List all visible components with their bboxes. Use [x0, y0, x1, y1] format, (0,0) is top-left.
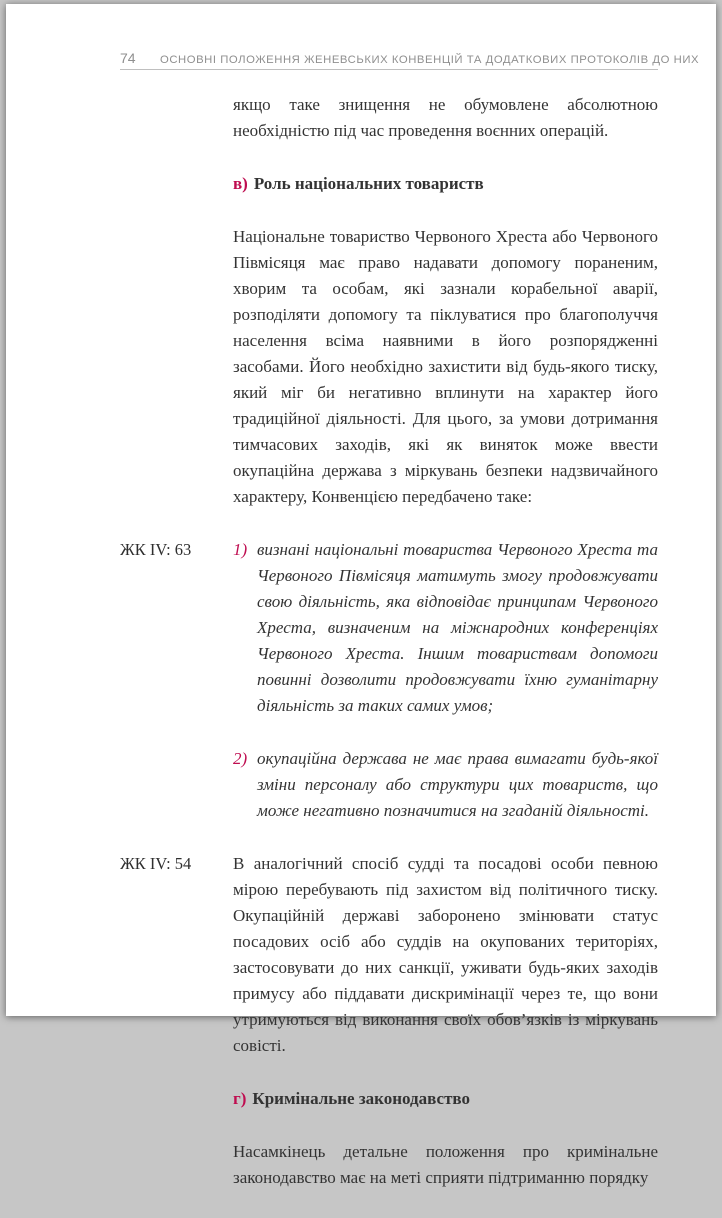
- section-heading-row: [120, 171, 658, 197]
- section-title: Кримінальне законодавство: [252, 1089, 470, 1108]
- running-header: ОСНОВНІ ПОЛОЖЕННЯ ЖЕНЕВСЬКИХ КОНВЕНЦІЙ ТА ДОДАТКОВИХ ПРОТОКОЛІВ ДО НИХ: [160, 54, 700, 66]
- referenced-row: [120, 537, 658, 719]
- list-item-text: окупаційна держава не має права вимагати будь-якої зміни персоналу або структури цих товариств, що може негативно позначитися на згаданій діяльності.: [257, 749, 658, 820]
- paragraph-national-societies: Національне товариство Червоного Хреста або Червоного Півмісяця має право надавати допомогу пораненим, хворим та особам, які зазнали корабельної аварії, розподіляти допомогу та піклуватися про благополуччя населення всіма наявними в його розпорядженні засобами. Його необхідно захистити від будь-якого тиску, який міг би негативно вплинути на характер його традиційної діяльності. Для цього, за умови дотримання тимчасових заходів, які як виняток може ввести окупаційна держава з міркувань безпеки надзвичайного характеру, Конвенцією передбачено таке:: [233, 227, 658, 506]
- section-marker: г): [233, 1089, 247, 1108]
- margin-ref-empty: [120, 224, 233, 510]
- section-heading-row: [120, 1086, 658, 1112]
- paragraph-judges: В аналогічний спосіб судді та посадові особи певною мірою перебувають під захистом від політичного тиску. Окупаційній державі заборонено змінювати статус посадових осіб або суддів на окупованих територіях, застосовувати до них санкції, уживати будь-яких заходів примусу або піддавати дискримінації через те, що вони утримуються від виконання своїх обов’язків із міркувань совісті.: [233, 854, 658, 1055]
- section-heading-g: [233, 1086, 658, 1112]
- margin-ref-empty: [120, 171, 233, 197]
- list-item-text: визнані національні товариства Червоного Хреста та Червоного Півмісяця матимуть змогу продовжувати свою діяльність, яка відповідає принципам Червоного Хреста, визначеним на міжнародних конференціях Червоного Хреста. Іншим товариствам допомоги повинні дозволити продовжувати їхню гуманітарну діяльність за таких самих умов;: [257, 540, 658, 715]
- paragraph-intro: якщо таке знищення не обумовлене абсолютною необхідністю під час проведення воєнних операцій.: [233, 95, 658, 140]
- referenced-row: [120, 746, 658, 824]
- list-item: [233, 537, 658, 719]
- section-title: Роль національних товариств: [253, 174, 484, 193]
- section-marker: в): [233, 174, 248, 193]
- paragraph-row: [120, 224, 658, 510]
- referenced-row: [120, 851, 658, 1059]
- paragraph-row: [120, 1139, 658, 1191]
- numbered-list: [233, 746, 658, 824]
- document-page: [6, 4, 716, 1187]
- page-number: 74: [120, 50, 136, 66]
- list-item-marker: 1): [233, 540, 248, 559]
- margin-ref-empty: [120, 92, 233, 144]
- margin-ref-zhk-iv-63: ЖК IV: 63: [120, 540, 192, 559]
- section-heading-v: [233, 171, 658, 197]
- margin-ref-zhk-iv-54: ЖК IV: 54: [120, 854, 192, 873]
- margin-ref-empty: [120, 1139, 233, 1191]
- margin-ref-empty: [120, 746, 233, 824]
- paragraph-criminal-law: Насамкінець детальне положення про кримінальне законодавство має на меті сприяти підтриманню порядку: [233, 1142, 658, 1187]
- header-rule: [120, 69, 658, 70]
- page-content: [120, 92, 658, 1218]
- paragraph-row: [120, 92, 658, 144]
- list-item: [233, 746, 658, 824]
- running-header-row: [120, 50, 700, 66]
- numbered-list: [233, 537, 658, 719]
- margin-ref-empty: [120, 1086, 233, 1112]
- list-item-marker: 2): [233, 749, 248, 768]
